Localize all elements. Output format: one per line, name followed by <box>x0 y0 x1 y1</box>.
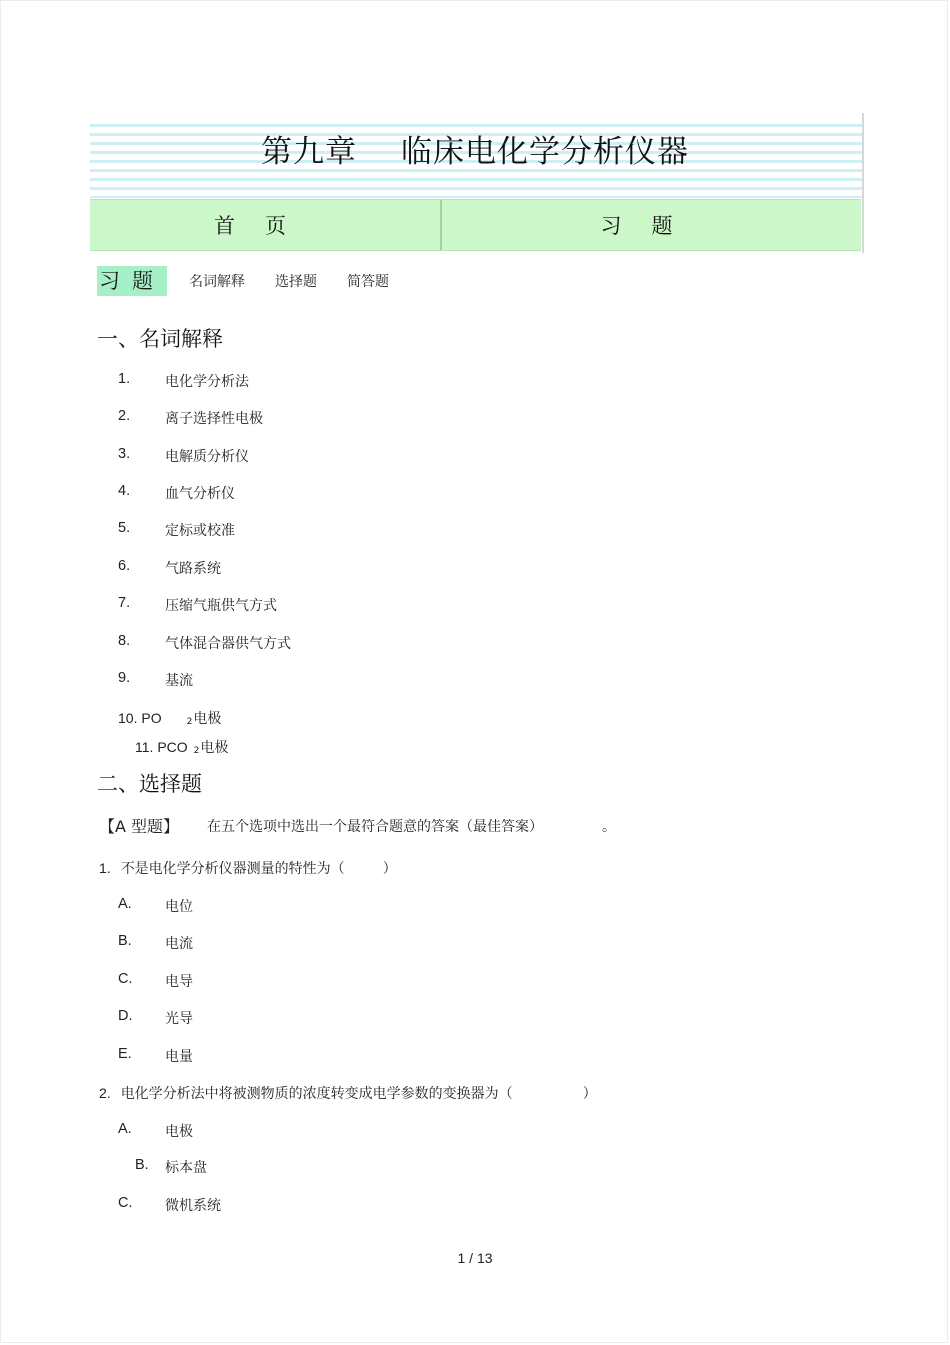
nav-home-link[interactable]: 首页 <box>90 200 442 250</box>
question-type-desc: 在五个选项中选出一个最符合题意的答案（最佳答案） <box>207 819 543 835</box>
chapter-title: 临床电化学分析仪器 <box>401 134 689 170</box>
chapter-label: 第九章 <box>261 134 357 170</box>
tab-exercises-active[interactable]: 习题 <box>97 266 167 296</box>
list-item-po2: 10. PO 2电极 <box>118 710 222 727</box>
question-type-end: 。 <box>602 819 616 835</box>
section-tabs <box>97 266 389 296</box>
nav-exercises-link[interactable]: 习题 <box>600 214 703 238</box>
tab-terms[interactable]: 名词解释 <box>189 274 245 290</box>
page-title <box>0 126 950 171</box>
main-nav <box>90 199 861 251</box>
question-2: 2. 电化学分析法中将被测物质的浓度转变成电学参数的变换器为（ ） <box>99 1085 597 1102</box>
list-item-pco2: 11. PCO 2电极 <box>135 739 229 756</box>
question-1: 1. 不是电化学分析仪器测量的特性为（ ） <box>99 860 397 877</box>
tab-choice[interactable]: 选择题 <box>275 274 317 290</box>
section-heading-choice: 二、选择题 <box>97 772 202 796</box>
tab-short-answer[interactable]: 简答题 <box>347 274 389 290</box>
section-heading-terms: 一、名词解释 <box>97 327 223 351</box>
page-number: 1 / 13 <box>457 1250 493 1266</box>
nav-divider <box>862 113 864 253</box>
question-type-label: 【A 型题】 <box>99 817 180 836</box>
